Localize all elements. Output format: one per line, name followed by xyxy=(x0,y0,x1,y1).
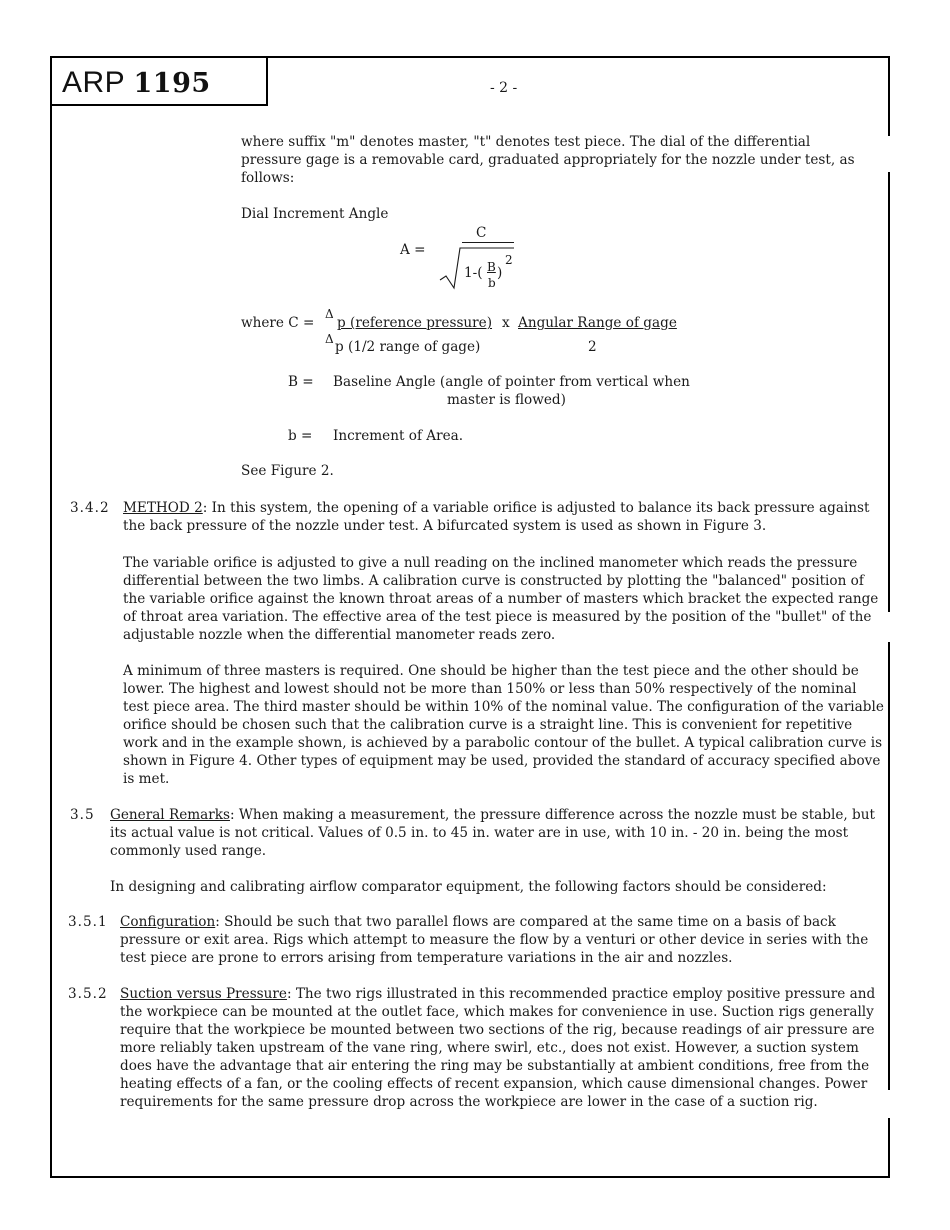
section-3-4-2-para2: The variable orifice is adjusted to give a null reading on the inclined manometer which reads the pressure differential between the two limbs. A calibration curve is constructed by plotting the "balanced" position of the variable orifice against the known throat areas of a number of masters which bracket the expected range of throat area variation. The effective area of the test piece is measured by the position of the "bullet" of the adjustable nozzle when the differential manometer reads zero. xyxy=(123,555,879,643)
section-3-5-1-lead xyxy=(120,913,884,967)
formula-heading: Dial Increment Angle xyxy=(241,206,389,222)
b-label: b = xyxy=(288,428,313,444)
doc-number: 1195 xyxy=(133,68,211,99)
doc-prefix: ARP xyxy=(62,66,125,99)
inner-close-paren: ) xyxy=(497,265,503,281)
radical-one-minus: 1-( xyxy=(464,265,483,281)
section-3-4-2-lead xyxy=(123,499,883,535)
section-title: METHOD 2 xyxy=(123,500,203,516)
inner-frac-num: B xyxy=(487,260,496,274)
delta-symbol: Δ xyxy=(325,307,334,321)
exponent: 2 xyxy=(505,253,513,267)
where-c-label: where C = xyxy=(241,315,315,331)
formula-numerator: C xyxy=(476,225,487,241)
section-3-5-2-lead xyxy=(120,985,886,1111)
right-rule xyxy=(888,1118,890,1178)
c-numerator-a: p (reference pressure) xyxy=(337,315,493,331)
section-lead-text: : In this system, the opening of a variable orifice is adjusted to balance its back pressure against the back pressure of the nozzle under test. A bifurcated system is used as shown in Figure 3. xyxy=(123,500,870,534)
section-lead-text: : Should be such that two parallel flows are compared at the same time on a basis of back pressure or exit area. Rigs which attempt to measure the flow by a venturi or other device in series with the test piece are prone to errors arising from temperature variations in the air and nozzles. xyxy=(120,914,869,966)
section-3-4-2-para3: A minimum of three masters is required. One should be higher than the test piece and the other should be lower. The highest and lowest should not be more than 150% or less than 50% respectively of the nominal test piece area. The third master should be within 10% of the nominal value. The configuration of the variable orifice should be chosen such that the calibration curve is a straight line. This is convenient for repetitive work and in the example shown, is achieved by a parabolic contour of the bullet. A typical calibration curve is shown in Figure 4. Other types of equipment may be used, provided the standard of accuracy specified above is met. xyxy=(123,663,884,787)
c-numerator-b: Angular Range of gage xyxy=(518,315,677,331)
c-denominator-a: p (1/2 range of gage) xyxy=(335,339,481,355)
section-lead-text: : The two rigs illustrated in this recommended practice employ positive pressure and the workpiece can be mounted at the outlet face, which makes for convenience in use. Suction rigs generally require that the workpiece be mounted between two sections of the rig, because readings of air pressure are more reliably taken upstream of the vane ring, where swirl, etc., does not exist. However, a suction system does have the advantage that air entering the ring may be substantially at ambient conditions, free from the heating effects of a fan, or the cooling effects of recent expansion, which cause dimensional changes. Power requirements for the same pressure drop across the workpiece are lower in the case of a suction rig. xyxy=(120,986,876,1110)
section-title: General Remarks xyxy=(110,807,230,823)
section-3-5-lead xyxy=(110,806,886,860)
section-number: 3.4.2 xyxy=(70,500,110,516)
right-rule xyxy=(888,642,890,1090)
right-rule xyxy=(888,56,890,136)
section-number: 3.5 xyxy=(70,807,95,823)
section-3-5-para2: In designing and calibrating airflow comparator equipment, the following factors should be considered: xyxy=(110,879,827,895)
page-number: - 2 - xyxy=(490,80,518,96)
document-logo xyxy=(62,66,211,101)
c-denominator-b: 2 xyxy=(588,339,597,355)
inner-frac-den: b xyxy=(488,276,496,290)
section-lead-text: : When making a measurement, the pressure difference across the nozzle must be stable, but its actual value is not critical. Values of 0.5 in. to 45 in. water are in use, with 10 in. - 20 in. being the most commonly used range. xyxy=(110,807,875,859)
intro-paragraph: where suffix "m" denotes master, "t" denotes test piece. The dial of the differential pressure gage is a removable card, graduated appropriately for the nozzle under test, as follows: xyxy=(241,134,855,186)
delta-symbol: Δ xyxy=(325,332,334,346)
section-number: 3.5.2 xyxy=(68,986,108,1002)
right-rule xyxy=(888,172,890,612)
section-number: 3.5.1 xyxy=(68,914,108,930)
see-figure-2: See Figure 2. xyxy=(241,463,334,479)
c-times: x xyxy=(502,315,510,331)
B-definition-line2: master is flowed) xyxy=(447,392,566,408)
section-title: Suction versus Pressure xyxy=(120,986,287,1002)
B-label: B = xyxy=(288,374,314,390)
formula-lhs: A = xyxy=(400,242,426,258)
section-title: Configuration xyxy=(120,914,216,930)
fraction-bar xyxy=(462,242,514,243)
B-definition-line1: Baseline Angle (angle of pointer from vertical when xyxy=(333,374,690,390)
b-definition: Increment of Area. xyxy=(333,428,464,444)
